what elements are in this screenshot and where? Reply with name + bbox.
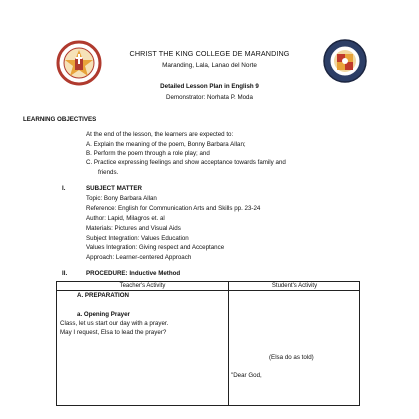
subject-integration: Subject Integration: Values Education bbox=[86, 235, 189, 242]
preparation-label: A. PREPARATION bbox=[77, 292, 130, 299]
procedure-numeral: II. bbox=[62, 270, 68, 277]
opening-prayer-label: a. Opening Prayer bbox=[77, 311, 130, 318]
subject-author: Author: Lapid, Milagros et. al bbox=[86, 215, 165, 222]
subject-matter-numeral: I. bbox=[62, 185, 66, 192]
subject-materials: Materials: Pictures and Visual Aids bbox=[86, 225, 181, 232]
table-column-divider bbox=[228, 282, 229, 405]
objective-item-c: C. Practice expressing feelings and show acceptance towards family and bbox=[86, 159, 286, 166]
procedure-heading: PROCEDURE: Inductive Method bbox=[86, 270, 181, 277]
objective-item-a: A. Explain the meaning of the poem, Bonny Barbara Allan; bbox=[86, 141, 246, 148]
teacher-line-1: Class, let us start our day with a prayer. bbox=[60, 320, 169, 327]
teacher-line-2: May I request, Elsa to lead the prayer? bbox=[60, 329, 167, 336]
teacher-activity-header: Teacher's Activity bbox=[119, 283, 166, 289]
objective-item-c-continuation: friends. bbox=[98, 169, 119, 176]
procedure-table bbox=[56, 281, 360, 406]
subject-topic: Topic: Bony Barbara Allan bbox=[86, 195, 157, 202]
subject-reference: Reference: English for Communication Arts and Skills pp. 23-24 bbox=[86, 205, 261, 212]
subject-matter-heading: SUBJECT MATTER bbox=[86, 185, 142, 192]
school-address: Maranding, Lala, Lanao del Norte bbox=[162, 62, 257, 69]
student-line-2: "Dear God, bbox=[231, 372, 262, 379]
lesson-plan-title: Detailed Lesson Plan in English 9 bbox=[160, 83, 259, 90]
values-integration: Values Integration: Giving respect and Acceptance bbox=[86, 244, 225, 251]
demonstrator-line: Demonstrator: Norhata P. Moda bbox=[166, 94, 253, 101]
objectives-heading: LEARNING OBJECTIVES bbox=[23, 116, 97, 123]
school-name: CHRIST THE KING COLLEGE DE MARANDING bbox=[129, 49, 290, 58]
table-header-divider bbox=[57, 290, 359, 291]
department-seal-icon bbox=[322, 38, 368, 84]
student-line-1: (Elsa do as told) bbox=[269, 354, 314, 361]
approach: Approach: Learner-centered Approach bbox=[86, 254, 192, 261]
objective-item-b: B. Perform the poem through a role play; and bbox=[86, 150, 210, 157]
objectives-intro: At the end of the lesson, the learners are expected to: bbox=[86, 131, 234, 138]
student-activity-header: Student's Activity bbox=[271, 283, 318, 289]
